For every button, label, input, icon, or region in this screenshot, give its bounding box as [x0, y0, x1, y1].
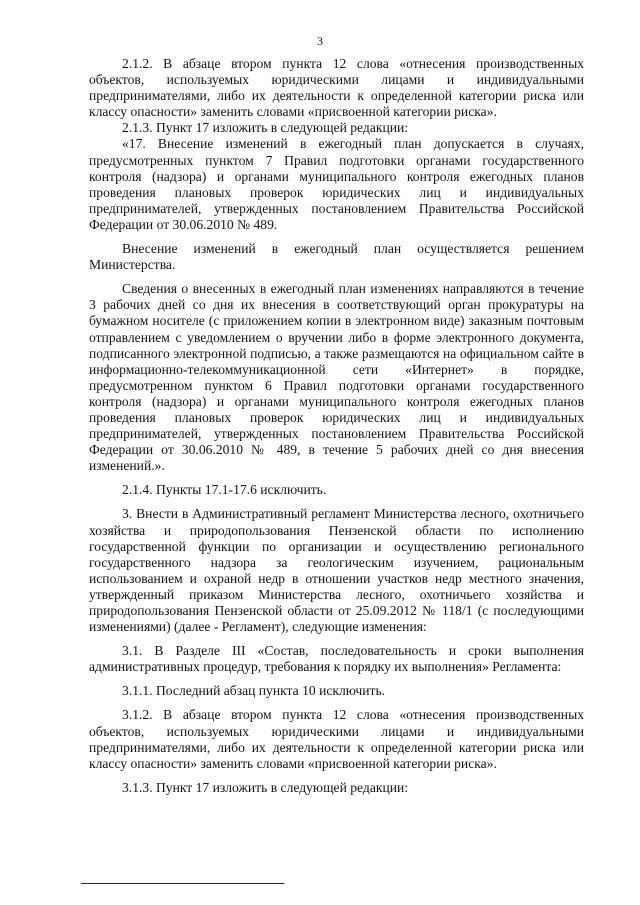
- paragraph-plan-changes-decision: Внесение изменений в ежегодный план осуществляется решением Министерства.: [89, 241, 584, 273]
- page-number: 3: [317, 34, 323, 48]
- paragraph-2-1-4: 2.1.4. Пункты 17.1-17.6 исключить.: [122, 482, 327, 498]
- paragraph-plan-changes-notification: Сведения о внесенных в ежегодный план изменениях направляются в течение 3 рабочих дней со дня их внесения в соответствующий орган прокуратуры на бумажном носителе (с приложением копии в электронном виде) заказным почтовым отправлением с уведомлением о вручении либо в форме электронного документа, подписанного электронной подписью, а также размещаются на официальном сайте в информационно-телекоммуникационной сети «Интернет» в порядке, предусмотренном пунктом 6 Правил подготовки органами государственного контроля (надзора) и органами муниципального контроля ежегодных планов проведения плановых проверок юридических лиц и индивидуальных предпринимателей, утвержденных постановлением Правительства Российской Федерации от 30.06.2010 № 489, в течение 5 рабочих дней со дня внесения изменений.».: [89, 281, 584, 474]
- paragraph-2-1-2: 2.1.2. В абзаце втором пункта 12 слова «отнесения производственных объектов, используемых юридическими лицами и индивидуальными предпринимателями, либо их деятельности к определенной категории риска или классу опасности» заменить словами «присвоенной категории риска».: [89, 56, 584, 120]
- footer-divider: [81, 883, 284, 884]
- paragraph-2-1-3: 2.1.3. Пункт 17 изложить в следующей редакции:: [122, 120, 409, 136]
- paragraph-3-1-2: 3.1.2. В абзаце втором пункта 12 слова «отнесения производственных объектов, используемых юридическими лицами и индивидуальными предпринимателями, либо их деятельности к определенной категории риска или классу опасности» заменить словами «присвоенной категории риска».: [89, 707, 584, 771]
- paragraph-3-1-1: 3.1.1. Последний абзац пункта 10 исключить.: [122, 683, 386, 699]
- paragraph-3: 3. Внести в Административный регламент Министерства лесного, охотничьего хозяйства и природопользования Пензенской области по исполнению государственной функции по организации и осуществлению регионального государственного надзора за геологическим изучением, рациональным использованием и охраной недр в отношении участков недр местного значения, утвержденный приказом Министерства лесного, охотничьего хозяйства и природопользования Пензенской области от 25.09.2012 № 118/1 (с последующими изменениями) (далее - Регламент), следующие изменения:: [89, 506, 584, 635]
- paragraph-3-1-3: 3.1.3. Пункт 17 изложить в следующей редакции:: [122, 779, 409, 795]
- paragraph-3-1: 3.1. В Разделе III «Состав, последовательность и сроки выполнения административных процедур, требования к порядку их выполнения» Регламента:: [89, 643, 584, 675]
- document-body: [89, 56, 584, 796]
- quoted-paragraph-17: «17. Внесение изменений в ежегодный план допускается в случаях, предусмотренных пунктом 7 Правил подготовки органами государственного контроля (надзора) и органами муниципального контроля ежегодных планов проведения плановых проверок юридических лиц и индивидуальных предпринимателей, утвержденных постановлением Правительства Российской Федерации от 30.06.2010 № 489.: [89, 136, 584, 232]
